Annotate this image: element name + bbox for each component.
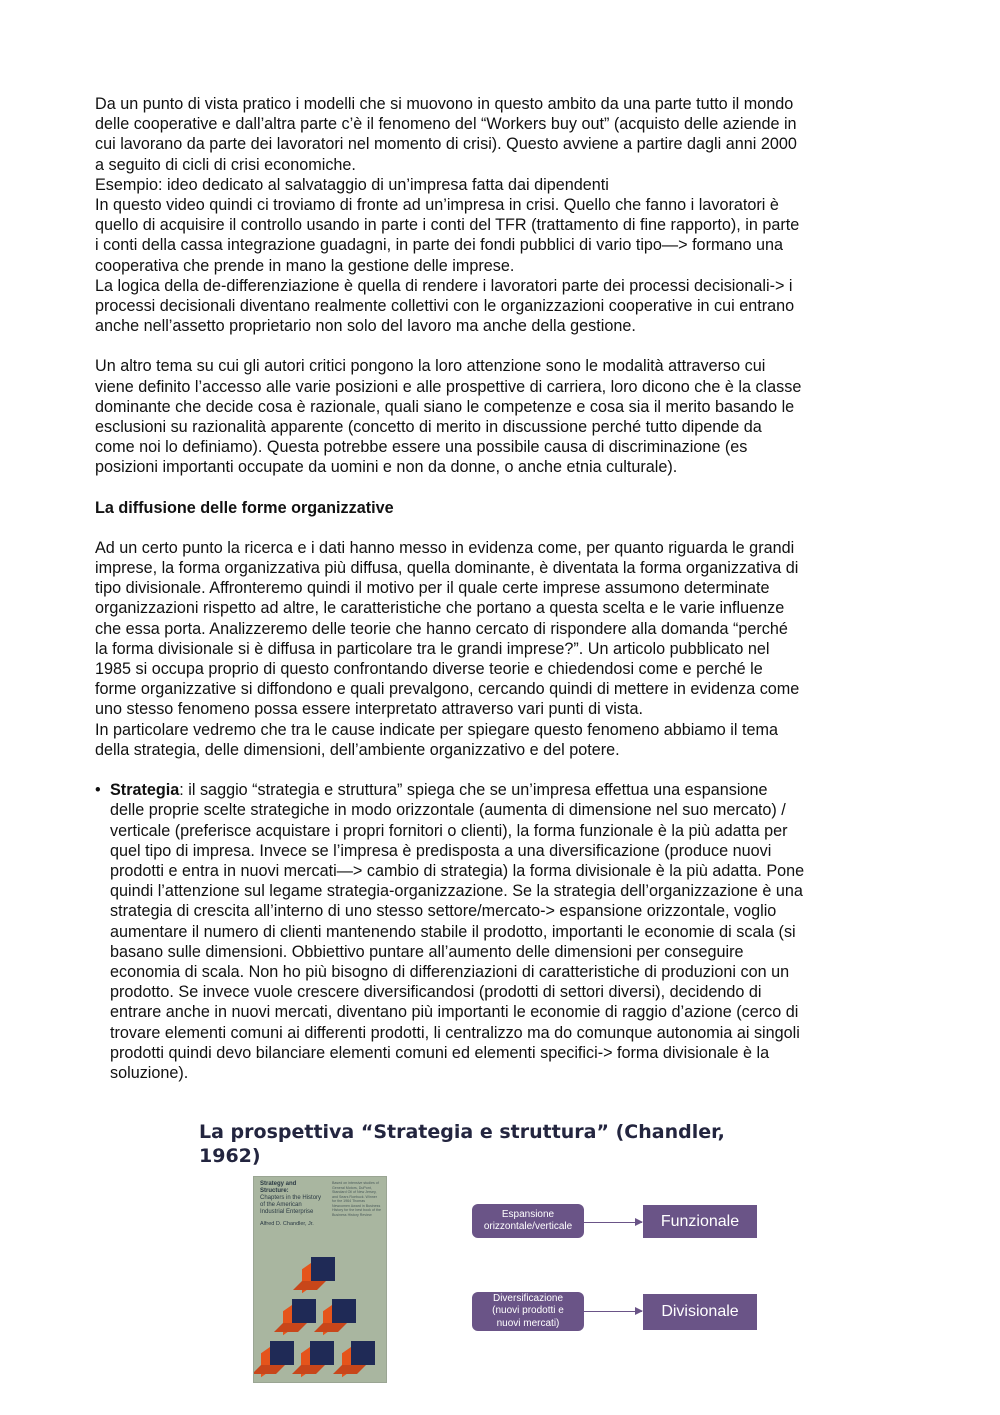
document-body [95,94,907,1083]
box-espansione: Espansione orizzontale/verticale [472,1204,584,1238]
cube-shape [311,1257,335,1281]
bullet-term: Strategia [110,781,180,800]
bullet-text: : il saggio “strategia e struttura” spiega che se un’impresa effettua una espansione delle proprie scelte strategiche in modo orizzontale (aumenta di dimensione nel suo mercato) / verticale (preferisce acquistare i propri fornitori o clienti), la forma funzionale è la più adatta per quel tipo di impresa. Invece se l’impresa è predisposta a una diversificazione (produce nuovi prodotti e entra in nuovi mercati—> cambio di strategia) la forma divisionale è la più adatta. Pone quindi l’attenzione sul legame strategia-organizzazione. Se la strategia dell’organizzazione è una strategia di crescita all’interno di uno stesso settore/mercato-> espansione orizzontale, voglio aumentare il numero di clienti mantenendo stabile il prodotto, importanti le economie di scala (si basano sulle dimensioni. Obbiettivo puntare all’aumento delle dimensioni per conseguire economia di scala. Non ho più bisogno di differenziazioni di caratteristiche di produzioni con un prodotto. Se invece vuole crescere diversificandosi (prodotti di settori diversi), decidendo di entrare anche in nuovi mercati, diventano più importanti le economie di raggio d’azione (cerco di trovare elementi comuni ai differenti prodotti, li centralizzo ma do comunque autonomia ai singoli prodotti quindi devo bilanciare elementi comuni ed elementi specifici-> forma divisionale è la soluzione). [110,781,805,1082]
box-funzionale: Funzionale [643,1205,757,1238]
arrow-icon [584,1222,642,1223]
arrow-icon [584,1311,642,1312]
cube-shape [270,1341,294,1365]
box-diversificazione: Diversificazione (nuovi prodotti e nuovi mercati) [472,1292,584,1331]
book-blurb: Based on intensive studies of General Motors, DuPont, Standard Oil of New Jersey, and Sears Roebuck. Winner for the 1964 Thomas Newcomen Award in Business History for the best book of the Business History Review [332,1181,381,1217]
paragraph-workers-buy-out: Da un punto di vista pratico i modelli che si muovono in questo ambito da una parte tutto il mondo delle cooperative e dall’altra parte c’è il fenomeno del “Workers buy out” (acquisto delle aziende in cui lavorano da parte dei lavoratori nel momento di crisi). Questo avviene a partire dagli anni 2000 a seguito di cicli di crisi economiche. Esempio: ideo dedicato al salvataggio di un’impresa fatta dai dipendenti In questo video quindi ci troviamo di fronte ad un’impresa in crisi. Quello che fanno i lavoratori è quello di acquisire il controllo usando in parte i conti del TFR (trattamento di fine rapporto), in parte i conti della cassa integrazione guadagni, in parte dei fondi pubblici di vario tipo—> formano una cooperativa che prende in mano la gestione delle imprese. La logica della de-differenziazione è quella di rendere i lavoratori parte dei processi decisionali-> i processi decisionali diventano realmente collettivi con le organizzazioni cooperative in cui entrano anche nell’assetto proprietario non solo del lavoro ma anche della gestione. [95,95,800,336]
paragraph-career-access: Un altro tema su cui gli autori critici pongono la loro attenzione sono le modalità attraverso cui viene definito l’accesso alle varie posizioni e alle prospettive di carriera, loro dicono che è la classe dominante che decide cosa è razionale, quali siano le competenze e cosa sia il merito basando le esclusioni su razionalità apparente (concetto di merito in discussione perché tutto dipende da come noi lo definiamo). Questa potrebbe essere una possibile causa di discriminazione (es posizioni importanti occupate da uomini e non da donne, o anche etnia culturale). [95,357,802,477]
book-cover-image [253,1176,387,1383]
bullet-strategia [95,780,907,1083]
paragraph-divisional-form: Ad un certo punto la ricerca e i dati hanno messo in evidenza come, per quanto riguarda le grandi imprese, la forma organizzativa più diffusa, quella dominante, è diventata la forma organizzativa di tipo divisionale. Affronteremo quindi il motivo per il quale certe imprese assumono determinate organizzazioni rispetto ad altre, le caratteristiche che portano a questa scelta e le varie influenze che essa porta. Analizzeremo delle teorie che hanno cercato di rispondere alla domanda “perché la forma divisionale si è diffusa in particolare tra le grandi imprese?”. Un articolo pubblicato nel 1985 si occupa proprio di questo confrontando diverse teorie e chiedendosi come e perché le forme organizzative si diffondono e quali prevalgono, cercando quindi di mettere in evidenza come uno stesso fenomeno possa essere interpretato attraverso vari punti di vista. In particolare vedremo che tra le cause indicate per spiegare questo fenomeno abbiamo il tema della strategia, delle dimensioni, dell’ambiente organizzativo e del potere. [95,538,800,759]
chandler-slide [195,1118,795,1388]
book-title: Strategy and Structure: Chapters in the History of the American Industrial Enterprise [260,1181,322,1215]
slide-title: La prospettiva “Strategia e struttura” (Chandler, 1962) [199,1121,725,1167]
cube-shape [292,1299,316,1323]
box-divisionale: Divisionale [643,1294,757,1330]
cube-shape [332,1299,356,1323]
bullet-marker: • [95,781,101,800]
section-heading: La diffusione delle forme organizzative [95,498,394,517]
cube-shape [351,1341,375,1365]
bullet-body [110,780,804,1083]
book-author: Alfred D. Chandler, Jr. [260,1221,314,1227]
cube-shape [310,1341,334,1365]
